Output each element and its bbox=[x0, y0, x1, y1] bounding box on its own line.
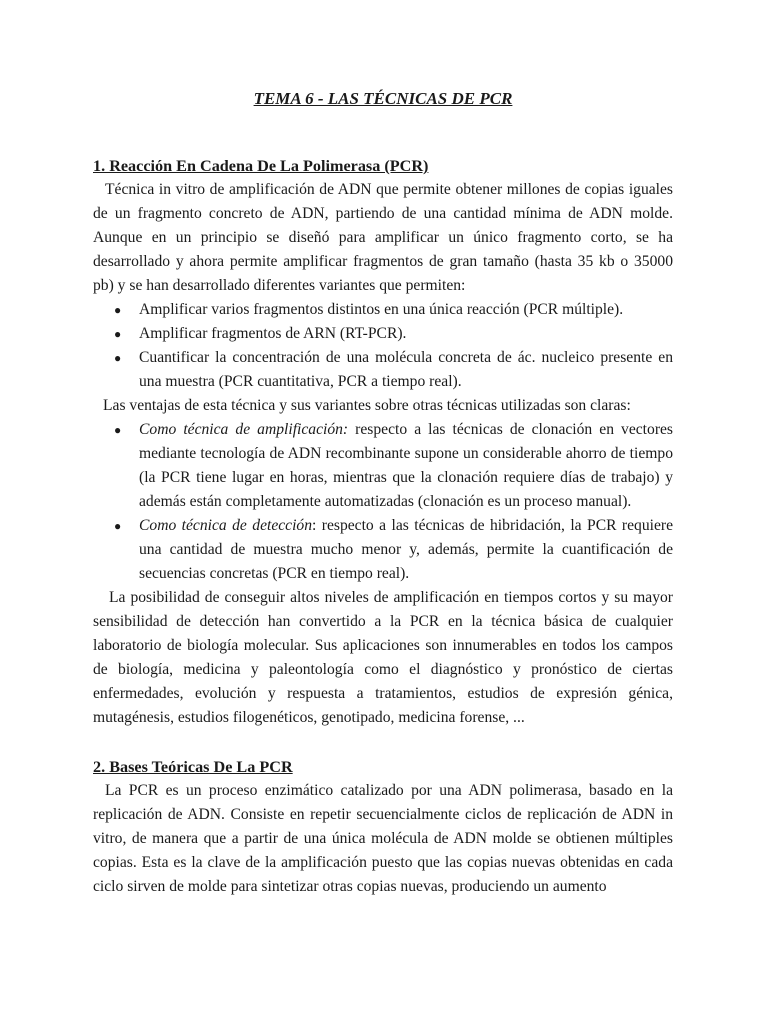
bullet-icon: ● bbox=[114, 519, 122, 533]
section-2-body: La PCR es un proceso enzimático catalizado por una ADN polimerasa, basado en la replicación de ADN. Consiste en repetir secuencialmente ciclos de replicación de ADN in vitro, de manera que a partir de una única molécula de ADN molde se obtienen múltiples copias. Esta es la clave de la amplificación puesto que las copias nuevas obtenidas en cada ciclo sirven de molde para sintetizar otras copias nuevas, produciendo un aumento bbox=[93, 782, 673, 895]
advantage-text: : respecto a las técnicas de hibridación, la PCR requiere una cantidad de muestra mucho menor y, además, permite la cuantificación de secuencias concretas (PCR en tiempo real). bbox=[139, 517, 674, 582]
list-item bbox=[114, 346, 673, 394]
document-title: TEMA 6 - LAS TÉCNICAS DE PCR bbox=[253, 89, 513, 108]
bullet-icon: ● bbox=[114, 351, 122, 365]
advantages-intro: Las ventajas de esta técnica y sus variantes sobre otras técnicas utilizadas son claras: bbox=[103, 397, 631, 414]
list-item-text: Amplificar fragmentos de ARN (RT-PCR). bbox=[139, 325, 407, 342]
advantages-list bbox=[93, 418, 673, 586]
bullet-icon: ● bbox=[114, 423, 122, 437]
section-1-conclusion: La posibilidad de conseguir altos niveles de amplificación en tiempos cortos y su mayor sensibilidad de detección han convertido a la PCR en la técnica básica de cualquier laboratorio de biología molecular. Sus aplicaciones son innumerables en todos los campos de biología, medicina y paleontología como el diagnóstico y pronóstico de ciertas enfermedades, evolución y respuesta a tratamientos, estudios de expresión génica, mutagénesis, estudios filogenéticos, genotipado, medicina forense, ... bbox=[93, 589, 673, 726]
section-2-heading: 2. Bases Teóricas De La PCR bbox=[93, 758, 293, 776]
bullet-icon: ● bbox=[114, 327, 122, 341]
list-item-text: Amplificar varios fragmentos distintos en una única reacción (PCR múltiple). bbox=[139, 301, 624, 318]
document-page bbox=[93, 86, 673, 899]
section-1-intro: Técnica in vitro de amplificación de ADN que permite obtener millones de copias iguales de un fragmento concreto de ADN, partiendo de una cantidad mínima de ADN molde. Aunque en un principio se diseñó para amplificar un único fragmento corto, se ha desarrollado y ahora permite amplificar fragmentos de gran tamaño (hasta 35 kb o 35000 pb) y se han desarrollado diferentes variantes que permiten: bbox=[93, 181, 673, 294]
list-item bbox=[114, 514, 674, 586]
list-item bbox=[114, 298, 673, 322]
list-item bbox=[114, 418, 673, 514]
bullet-icon: ● bbox=[114, 303, 122, 317]
advantage-label: Como técnica de amplificación: bbox=[139, 421, 349, 438]
list-item-text: Cuantificar la concentración de una molécula concreta de ác. nucleico presente en una muestra (PCR cuantitativa, PCR a tiempo real). bbox=[139, 349, 673, 390]
section-1-heading: 1. Reacción En Cadena De La Polimerasa (PCR) bbox=[93, 157, 429, 175]
variants-list bbox=[93, 298, 673, 394]
list-item bbox=[114, 322, 673, 346]
advantage-text: respecto a las técnicas de clonación en vectores mediante tecnología de ADN recombinante supone un considerable ahorro de tiempo (la PCR tiene lugar en horas, mientras que la clonación requiere días de trabajo) y además están completamente automatizadas (clonación es un proceso manual). bbox=[139, 421, 673, 510]
advantage-label: Como técnica de detección bbox=[139, 517, 313, 534]
